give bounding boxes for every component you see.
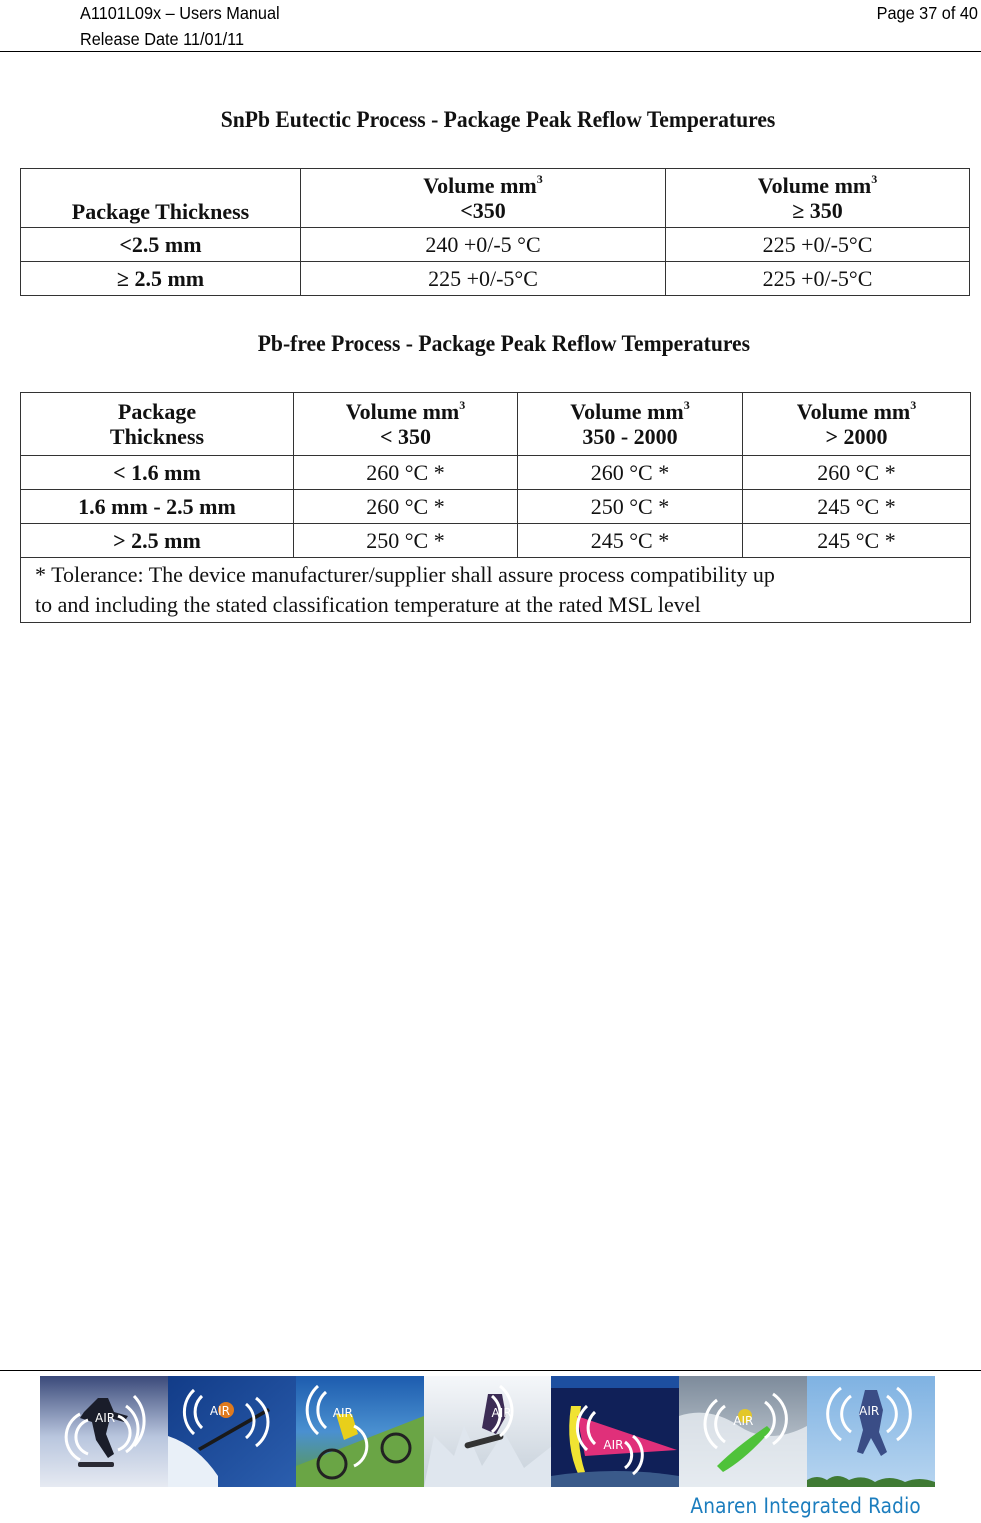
row-label: <2.5 mm: [21, 228, 301, 262]
banner-panel-inline-skater: [807, 1376, 935, 1487]
pbfree-table-title: Pb-free Process - Package Peak Reflow Temperatures: [257, 331, 751, 356]
row-label: > 2.5 mm: [21, 524, 294, 558]
brand-tagline: Anaren Integrated Radio: [690, 1494, 921, 1518]
column-header-package-thickness: Package Thickness: [21, 393, 294, 456]
banner-panel-snowboarder: [424, 1376, 552, 1487]
kayaker-image: [679, 1376, 807, 1487]
table-cell: 250 °C *: [518, 490, 743, 524]
table-cell: 225 +0/-5°C: [301, 262, 666, 296]
column-header-volume-350-2000: Volume $mm^3$ 350 - 2000: [518, 393, 743, 456]
row-label: ≥ 2.5 mm: [21, 262, 301, 296]
table-cell: 225 +0/-5°C: [666, 228, 970, 262]
banner-panel-mountain-biker: [296, 1376, 424, 1487]
table-cell: 240 +0/-5 °C: [301, 228, 666, 262]
table-cell: 260 °C *: [518, 456, 743, 490]
banner-panel-skateboarder: [40, 1376, 168, 1487]
table-cell: 245 °C *: [743, 524, 971, 558]
air-label: AIR: [733, 1414, 754, 1428]
inline-skater-image: [807, 1376, 935, 1487]
row-label: < 1.6 mm: [21, 456, 294, 490]
table-cell: 245 °C *: [743, 490, 971, 524]
column-header-volume-gt-2000: Volume $mm^3$ > 2000: [743, 393, 971, 456]
footnote-row: [21, 558, 971, 623]
table-cell: 250 °C *: [294, 524, 518, 558]
snpb-table-title: SnPb Eutectic Process - Package Peak Reflow Temperatures: [220, 107, 776, 132]
header-divider: [0, 51, 981, 52]
table-cell: 260 °C *: [294, 456, 518, 490]
air-label: AIR: [332, 1406, 353, 1420]
column-header-volume-lt-350: Volume $mm^3$ < 350: [294, 393, 518, 456]
air-label: AIR: [859, 1404, 880, 1418]
table-cell: 225 +0/-5°C: [666, 262, 970, 296]
banner-panel-windsurfer: [551, 1376, 679, 1487]
column-header-volume-lt-350: Volume $mm^3$ <350: [301, 169, 666, 228]
row-label: 1.6 mm - 2.5 mm: [21, 490, 294, 524]
air-label: AIR: [209, 1404, 230, 1418]
column-header-package-thickness: Package Thickness: [21, 169, 301, 228]
skier-image: [168, 1376, 296, 1487]
table-row: [21, 524, 971, 558]
tolerance-footnote: * Tolerance: The device manufacturer/supplier shall assure process compatibility up to and including the stated classification temperature at the rated MSL level: [21, 558, 971, 623]
footer-divider: [0, 1370, 981, 1371]
table-cell: 245 °C *: [518, 524, 743, 558]
table-row: [21, 456, 971, 490]
air-label: AIR: [603, 1438, 624, 1452]
release-date: Release Date 11/01/11: [80, 29, 245, 49]
column-header-volume-ge-350: Volume $mm^3$ ≥ 350: [666, 169, 970, 228]
table-header-row: [21, 393, 971, 456]
air-label: AIR: [491, 1406, 512, 1420]
table-row: [21, 490, 971, 524]
banner-panel-skier: [168, 1376, 296, 1487]
footer-banner: [40, 1376, 935, 1487]
pbfree-reflow-table: [20, 392, 971, 623]
windsurfer-image: [551, 1376, 679, 1487]
table-row: [21, 228, 970, 262]
snpb-reflow-table: [20, 168, 970, 296]
skateboarder-image: [40, 1376, 168, 1487]
mountain-biker-image: [296, 1376, 424, 1487]
table-cell: 260 °C *: [294, 490, 518, 524]
page-indicator: Page 37 of 40: [876, 3, 978, 23]
document-title: A1101L09x – Users Manual: [80, 3, 280, 23]
table-row: [21, 262, 970, 296]
banner-panel-kayaker: [679, 1376, 807, 1487]
snowboarder-image: [424, 1376, 552, 1487]
air-label: AIR: [95, 1411, 116, 1425]
page-header-left: [80, 0, 280, 52]
table-cell: 260 °C *: [743, 456, 971, 490]
table-header-row: [21, 169, 970, 228]
